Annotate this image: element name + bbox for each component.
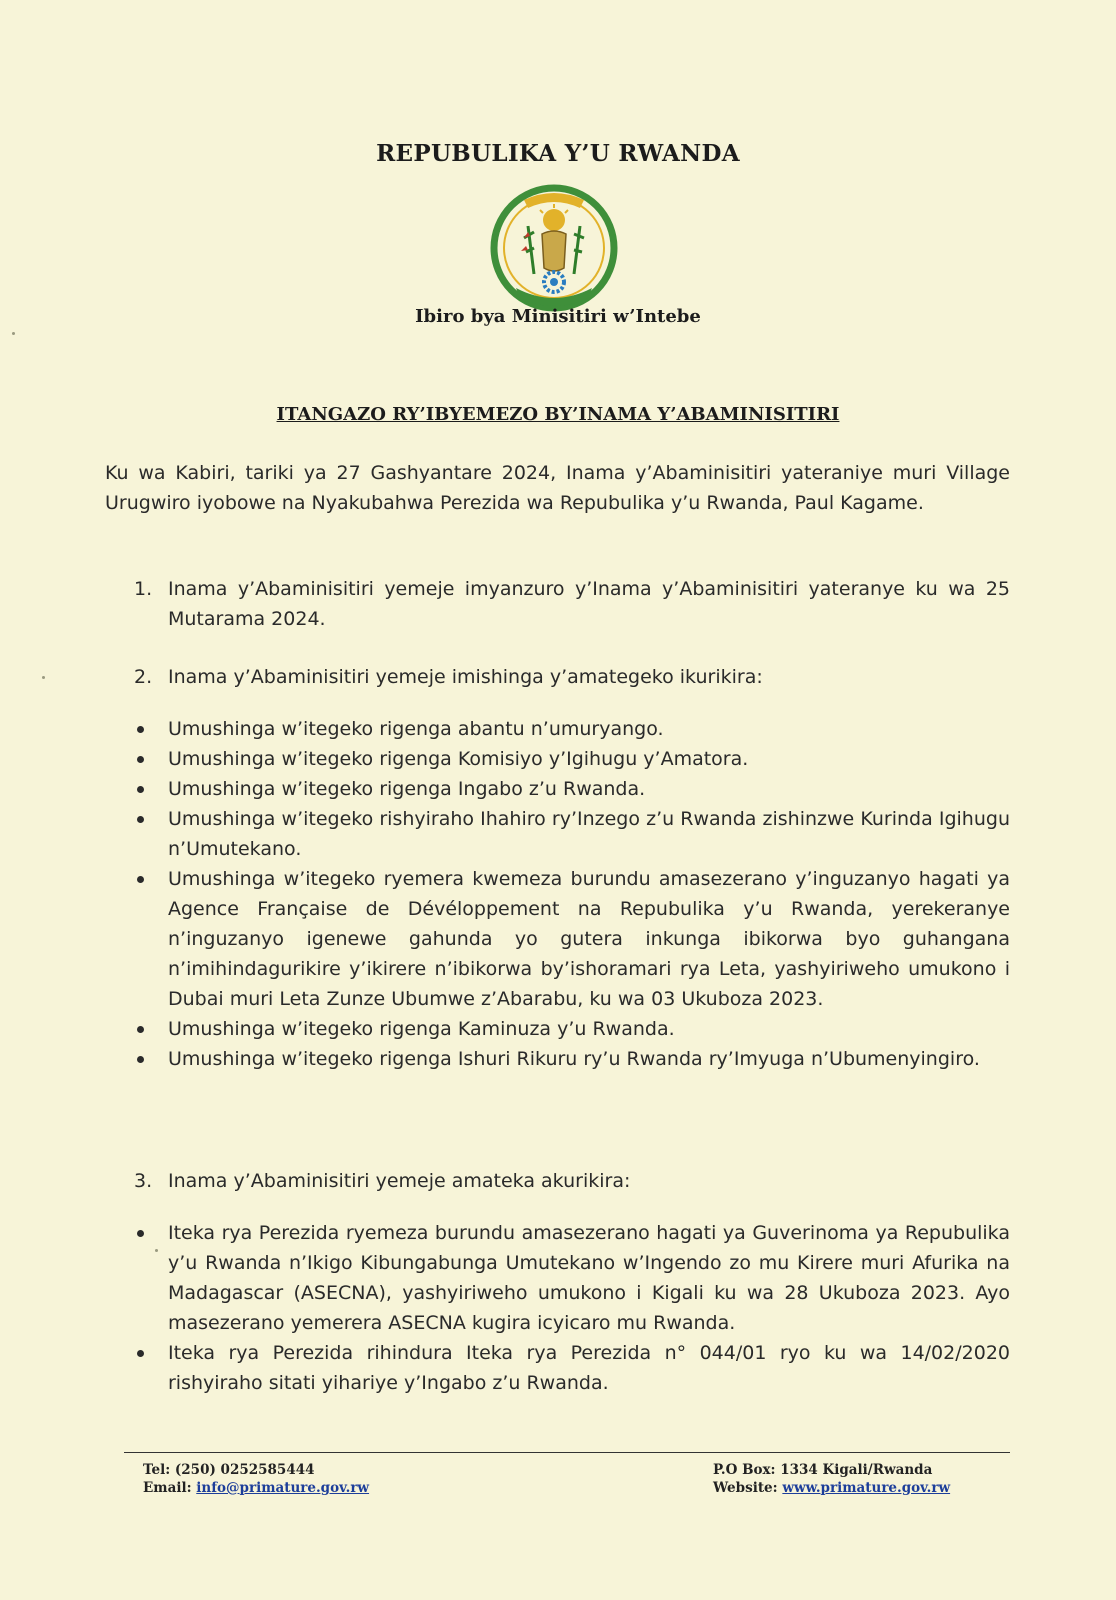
list-item [134,1044,1010,1074]
footer-contact [143,1461,369,1497]
list-item-text: Iteka rya Perezida ryemeza burundu amasezerano hagati ya Guverinoma ya Repubulika y’u Rwanda n’Ikigo Kibungabunga Umutekano w’Ingendo zo mu Kirere muri Afurika na Madagascar (ASECNA), yashyiriweho umukono i Kigali ku wa 28 Ukuboza 2023. Ayo masezerano yemerera ASECNA kugira icyicaro mu Rwanda. [168,1222,1010,1334]
list-item-text: Umushinga w’itegeko ryemera kwemeza burundu amasezerano y’inguzanyo hagati ya Agence Française de Dévéloppement na Repubulika y’u Rwanda, yerekeranye n’inguzanyo igenewe gahunda yo gutera inkunga ibikorwa byo guhangana n’imihindagurikire y’ikirere n’ibikorwa by’ishoramari rya Leta, yashyiriweho umukono i Dubai muri Leta Zunze Ubumwe z’Abarabu, ku wa 03 Ukuboza 2023. [168,868,1010,1010]
website-link[interactable]: www.primature.gov.rw [782,1480,951,1496]
list-item-text: Umushinga w’itegeko rigenga Kaminuza y’u Rwanda. [168,1018,675,1040]
numbered-item-2 [134,662,1010,692]
scan-speck [12,332,15,335]
bullet-icon [137,1350,144,1357]
national-seal [488,182,620,314]
list-item-text: Umushinga w’itegeko rigenga Ingabo z’u Rwanda. [168,778,646,800]
item-number: 3. [134,1170,153,1192]
bullet-icon [137,1056,144,1063]
intro-paragraph: Ku wa Kabiri, tariki ya 27 Gashyantare 2024, Inama y’Abaminisitiri yateraniye muri Village Urugwiro iyobowe na Nyakubahwa Perezida wa Repubulika y’u Rwanda, Paul Kagame. [105,462,1010,514]
document-title: ITANGAZO RY’IBYEMEZO BY’INAMA Y’ABAMINISITIRI [276,404,840,425]
item-number: 2. [134,666,153,688]
office-name: Ibiro bya Minisitiri w’Intebe [415,306,701,327]
item-text: Inama y’Abaminisitiri yemeje imyanzuro y’Inama y’Abaminisitiri yateranye ku wa 25 Mutarama 2024. [168,578,1010,630]
decrees-list [134,1218,1010,1398]
list-item-text: Umushinga w’itegeko rigenga Ishuri Rikuru ry’u Rwanda ry’Imyuga n’Ubumenyingiro. [168,1048,980,1070]
list-item-text: Umushinga w’itegeko rigenga Komisiyo y’Igihugu y’Amatora. [168,748,749,770]
scan-speck [155,1249,158,1252]
list-item-text: Umushinga w’itegeko rishyiraho Ihahiro ry’Inzego z’u Rwanda zishinzwe Kurinda Igihugu n’Umutekano. [168,808,1010,860]
list-item [134,1218,1010,1338]
item-text: Inama y’Abaminisitiri yemeje amateka akurikira: [168,1170,631,1192]
list-item [134,1338,1010,1398]
list-item-text: Iteka rya Perezida rihindura Iteka rya Perezida n° 044/01 ryo ku wa 14/02/2020 rishyiraho sitati yihariye y’Ingabo z’u Rwanda. [168,1342,1010,1394]
item-number: 1. [134,578,153,600]
bullet-icon [137,1026,144,1033]
footer-pobox: P.O Box: 1334 Kigali/Rwanda [713,1462,933,1478]
list-item [134,864,1010,1014]
bullet-icon [137,816,144,823]
email-link[interactable]: info@primature.gov.rw [196,1480,370,1496]
footer-website: Website: www.primature.gov.rw [713,1480,951,1496]
list-item [134,804,1010,864]
list-item-text: Umushinga w’itegeko rigenga abantu n’umuryango. [168,718,664,740]
bullet-icon [137,726,144,733]
list-item [134,744,1010,774]
list-item [134,714,1010,744]
bullet-icon [137,1230,144,1237]
numbered-item-3 [134,1166,1010,1196]
bullet-icon [137,876,144,883]
footer-email: Email: info@primature.gov.rw [143,1480,370,1496]
bullet-icon [137,786,144,793]
bullet-icon [137,756,144,763]
list-item [134,774,1010,804]
scan-speck [42,676,45,679]
country-heading: REPUBULIKA Y’U RWANDA [376,140,740,167]
list-item [134,1014,1010,1044]
numbered-item-1 [134,574,1010,634]
footer-tel: Tel: (250) 0252585444 [143,1462,315,1478]
footer-divider [124,1452,1010,1453]
footer-address [713,1461,950,1497]
laws-list [134,714,1010,1074]
item-text: Inama y’Abaminisitiri yemeje imishinga y’amategeko ikurikira: [168,666,763,688]
